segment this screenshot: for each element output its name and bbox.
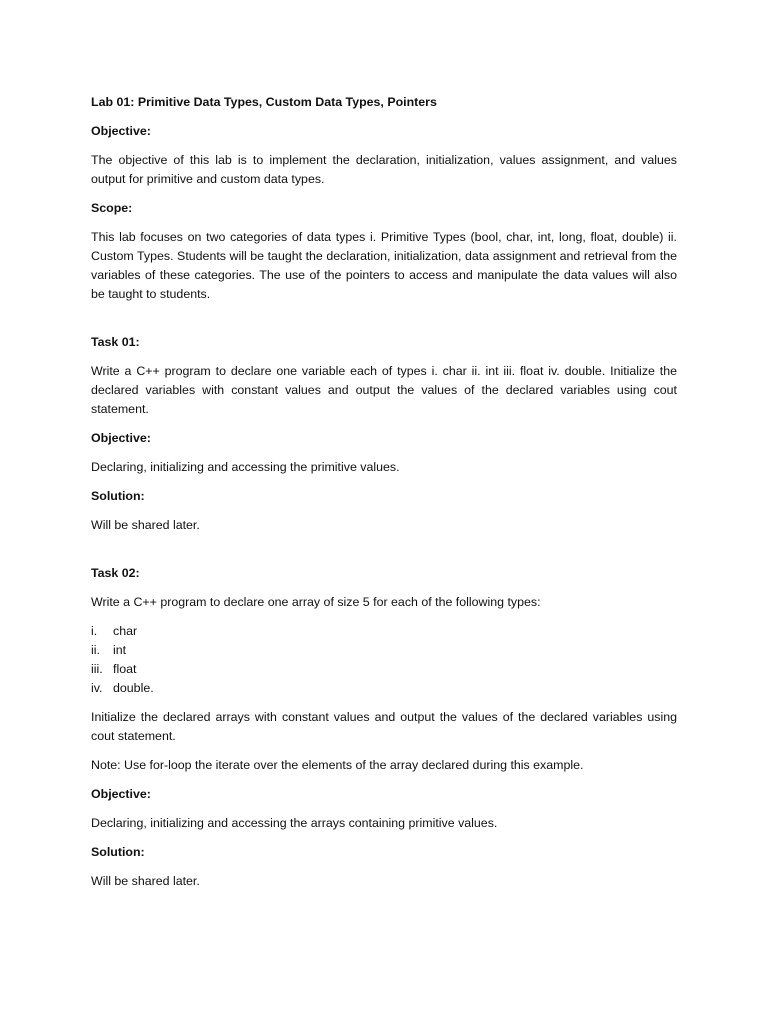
task2-objective-text: Declaring, initializing and accessing the arrays containing primitive values. [91,816,498,830]
task2-objective-heading: Objective: [91,787,151,801]
list-marker: iii. [91,662,103,676]
task1-objective-heading: Objective: [91,431,151,445]
objective-text: The objective of this lab is to implement the declaration, initialization, values assignment, and values output for primitive and custom data types. [91,153,677,186]
list-marker: iv. [91,681,103,695]
list-marker: ii. [91,643,100,657]
scope-heading: Scope: [91,201,133,215]
list-item-text: float [113,662,137,676]
task1-solution-heading: Solution: [91,489,145,503]
objective-heading: Objective: [91,124,151,138]
task1-objective-text: Declaring, initializing and accessing the primitive values. [91,460,400,474]
task2-text: Initialize the declared arrays with constant values and output the values of the declared variables using cout statement. [91,710,677,743]
section-gap [91,545,677,564]
task2-type-list [91,622,677,698]
task2-solution-heading: Solution: [91,845,145,859]
section-gap [91,314,677,333]
task1-solution-text: Will be shared later. [91,518,200,532]
scope-text: This lab focuses on two categories of data types i. Primitive Types (bool, char, int, long, float, double) ii. Custom Types. Students will be taught the declaration, initialization, data assignment and retrieval from the variables of these categories. The use of the pointers to access and manipulate the data values will also be taught to students. [91,230,677,301]
list-item-text: char [113,624,138,638]
list-marker: i. [91,624,98,638]
document-page [91,93,677,901]
list-item [91,641,677,660]
task2-note: Note: Use for-loop the iterate over the elements of the array declared during this example. [91,758,584,772]
list-item [91,660,677,679]
task2-solution-text: Will be shared later. [91,874,200,888]
list-item [91,622,677,641]
task1-text: Write a C++ program to declare one variable each of types i. char ii. int iii. float iv. double. Initialize the declared variables with constant values and output the values of the declared variables using cout statement. [91,364,677,416]
task2-heading: Task 02: [91,566,140,580]
list-item-text: int [113,643,127,657]
task2-intro: Write a C++ program to declare one array of size 5 for each of the following types: [91,595,541,609]
list-item-text: double. [113,681,154,695]
document-title: Lab 01: Primitive Data Types, Custom Data Types, Pointers [91,95,437,109]
list-item [91,679,677,698]
task1-heading: Task 01: [91,335,140,349]
